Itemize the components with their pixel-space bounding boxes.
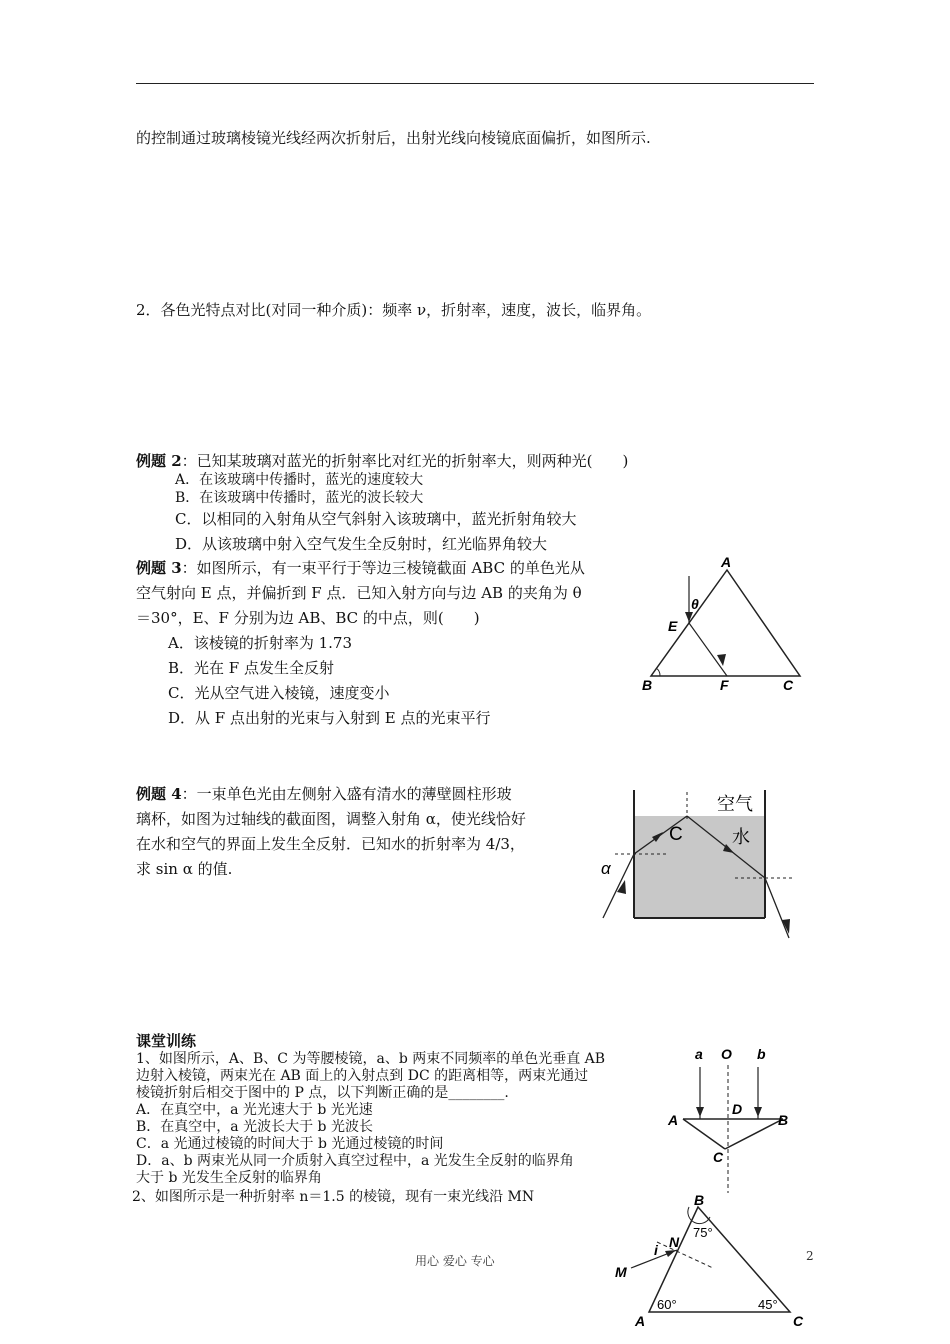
arrow-icon [754,1107,762,1117]
example-2-label: 例题 2 [136,452,182,470]
edge-ac [683,1119,725,1149]
label-n: N [669,1234,680,1250]
example-2-text: ：已知某玻璃对蓝光的折射率比对红光的折射率大，则两种光( ) [181,452,629,470]
example-4-stem-4: 求 sin α 的值. [136,860,233,878]
label-o: O [721,1046,732,1062]
label-air: 空气 [717,794,753,814]
page-number: 2 [806,1249,814,1263]
example-2-option-b: B．在该玻璃中传播时，蓝光的波长较大 [175,490,424,506]
label-c: C [793,1313,804,1329]
q1-line-1: 1、如图所示，A、B、C 为等腰棱镜，a、b 两束不同频率的单色光垂直 AB [136,1051,606,1067]
arrow-icon [685,612,693,622]
example-3-stem-1 [136,558,585,578]
label-alpha: α [601,859,611,878]
example-4-stem-1 [136,784,512,804]
prism-abc-figure [620,552,820,692]
label-i: i [654,1242,658,1258]
q2-line: 2、如图所示是一种折射率 n＝1.5 的棱镜，现有一束光线沿 MN [132,1189,535,1205]
label-angle-c: 45° [758,1297,778,1312]
q1-line-2: 边射入棱镜，两束光在 AB 面上的入射点到 DC 的距离相等，两束光通过 [136,1068,589,1084]
example-3-stem-3: ＝30°，E、F 分别为边 AB、BC 的中点，则( ) [136,609,480,627]
label-c: C [713,1149,724,1165]
water-glass-figure [595,782,805,942]
example-2-option-c: C．以相同的入射角从空气斜射入该玻璃中，蓝光折射角较大 [175,510,577,528]
exit-ray [765,878,789,938]
label-theta: θ [691,596,699,612]
label-b-ray: b [757,1046,766,1062]
practice-title: 课堂训练 [136,1032,197,1050]
arrow-icon [696,1107,704,1117]
refracted-ray [689,623,727,676]
example-3-option-a: A．该棱镜的折射率为 1.73 [168,634,352,652]
q1-line-3: 棱镜折射后相交于图中的 P 点，以下判断正确的是________. [136,1085,509,1101]
edge-bc [725,1119,783,1149]
example-4-stem-2: 璃杯，如图为过轴线的截面图，调整入射角 α，使光线恰好 [136,810,526,828]
footer-motto: 用心 爱心 专心 [415,1254,495,1268]
example-4-label: 例题 4 [136,785,182,803]
label-m: M [615,1264,627,1280]
header-rule [136,83,814,84]
q1-option-a: A．在真空中，a 光光速大于 b 光光速 [136,1102,373,1118]
label-angle-a: 60° [657,1297,677,1312]
example-3-option-c: C．光从空气进入棱镜，速度变小 [168,684,390,702]
label-a: A [668,1112,679,1128]
section-2-line: 2．各色光特点对比(对同一种介质)：频率 ν，折射率，速度，波长，临界角。 [136,301,652,319]
q1-option-d: D．a、b 两束光从同一介质射入真空过程中，a 光发生全反射的临界角 [136,1153,574,1169]
label-a: A [721,554,732,570]
label-angle-b: 75° [693,1225,713,1240]
label-e: E [668,618,678,634]
label-a: A [635,1313,646,1329]
q1-option-c: C．a 光通过棱镜的时间大于 b 光通过棱镜的时间 [136,1136,444,1152]
example-3-text-1: ：如图所示，有一束平行于等边三棱镜截面 ABC 的单色光从 [181,559,585,577]
example-3-label: 例题 3 [136,559,182,577]
label-d: D [732,1101,743,1117]
label-f: F [720,677,729,692]
example-2-stem [136,451,628,471]
label-water: 水 [732,827,750,847]
prism-75-figure [605,1195,820,1344]
label-c: C [669,824,683,845]
label-c: C [783,677,794,692]
example-4-stem-3: 在水和空气的界面上发生全反射．已知水的折射率为 4/3， [136,835,525,853]
q1-option-b: B．在真空中，a 光波长大于 b 光波长 [136,1119,373,1135]
q1-option-d-cont: 大于 b 光发生全反射的临界角 [136,1170,322,1186]
label-b: B [778,1112,789,1128]
label-b: B [642,677,653,692]
example-2-option-a: A．在该玻璃中传播时，蓝光的速度较大 [175,472,424,488]
example-2-option-d: D．从该玻璃中射入空气发生全反射时，红光临界角较大 [175,535,548,553]
example-4-text-1: ：一束单色光由左侧射入盛有清水的薄壁圆柱形玻 [181,785,512,803]
example-3-option-b: B．光在 F 点发生全反射 [168,659,334,677]
label-a-ray: a [695,1046,703,1062]
isosceles-prism-figure [665,1045,800,1195]
example-3-stem-2: 空气射向 E 点，并偏折到 F 点．已知入射方向与边 AB 的夹角为 θ [136,584,582,602]
intro-line: 的控制通过玻璃棱镜光线经两次折射后，出射光线向棱镜底面偏折，如图所示. [136,129,651,147]
example-3-option-d: D．从 F 点出射的光束与入射到 E 点的光束平行 [168,709,491,727]
label-b: B [694,1195,705,1208]
